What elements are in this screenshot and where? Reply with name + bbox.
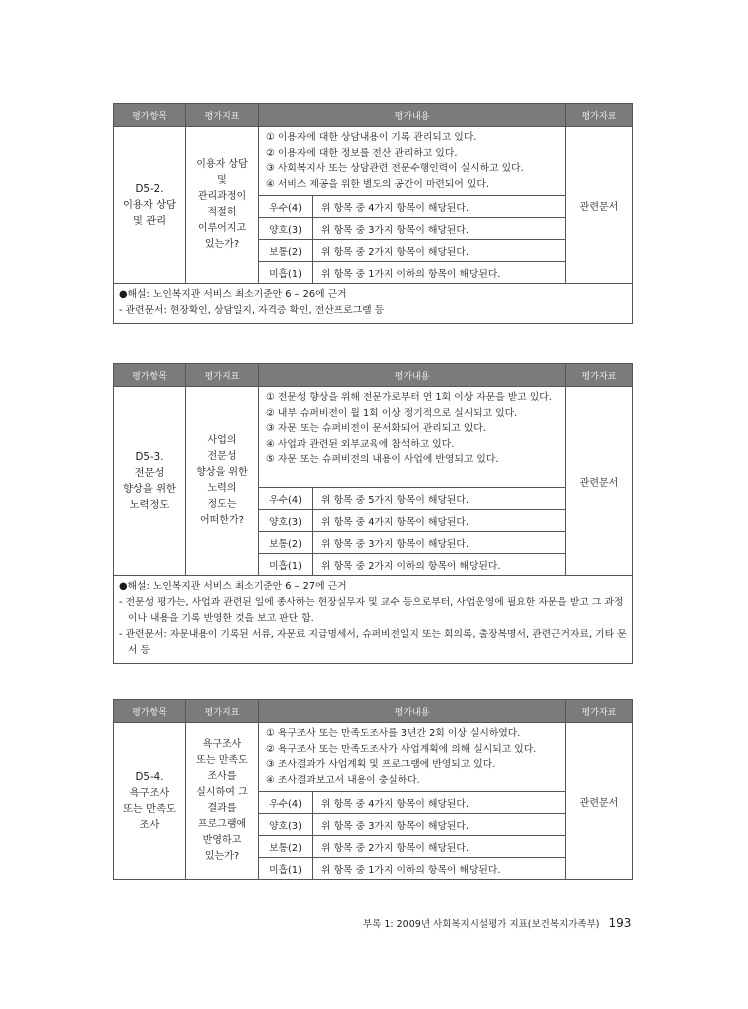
grade-text: 위 항목 중 1가지 이하의 항목이 해당된다.: [313, 262, 566, 284]
evaluation-content: ① 전문성 향상을 위해 전문가로부터 연 1회 이상 자문을 받고 있다. ② 내부 슈퍼비전이 월 1회 이상 정기적으로 실시되고 있다. ③ 자문 또는 슈퍼비전이 문서화되어 관리되고 있다. ④ 사업과 관련된 외부교육에 참석하고 있다. ⑤ 자문 또는 슈퍼비전의 내용이 사업에 반영되고 있다.: [259, 387, 566, 488]
page-number: 193: [608, 916, 632, 930]
header-indicator: 평가지표: [186, 104, 259, 127]
grade-label: 보통(2): [259, 240, 313, 262]
evaluation-table-d5-3: [113, 363, 633, 664]
grade-label: 양호(3): [259, 218, 313, 240]
grade-label: 보통(2): [259, 532, 313, 554]
header-material: 평가자료: [566, 104, 633, 127]
evaluation-content: ① 욕구조사 또는 만족도조사를 3년간 2회 이상 실시하였다. ② 욕구조사 또는 만족도조사가 사업계획에 의해 실시되고 있다. ③ 조사결과가 사업계획 및 프로그램에 반영되고 있다. ④ 조사결과보고서 내용이 충실하다.: [259, 723, 566, 792]
grade-label: 미흡(1): [259, 262, 313, 284]
evaluation-item: D5-4. 욕구조사 또는 만족도 조사: [114, 723, 186, 880]
grade-label: 우수(4): [259, 792, 313, 814]
grade-text: 위 항목 중 2가지 이하의 항목이 해당된다.: [313, 554, 566, 576]
grade-text: 위 항목 중 5가지 항목이 해당된다.: [313, 488, 566, 510]
evaluation-item: D5-3. 전문성 향상을 위한 노력정도: [114, 387, 186, 576]
grade-text: 위 항목 중 1가지 이하의 항목이 해당된다.: [313, 858, 566, 880]
evaluation-notes: ●해설: 노인복지관 서비스 최소기준안 6 – 26에 근거 - 관련문서: 현장확인, 상담일지, 자격증 확인, 전산프로그램 등: [114, 284, 633, 324]
grade-label: 양호(3): [259, 510, 313, 532]
notes-row: [114, 576, 633, 664]
grade-text: 위 항목 중 4가지 항목이 해당된다.: [313, 196, 566, 218]
grade-label: 미흡(1): [259, 858, 313, 880]
header-indicator: 평가지표: [186, 700, 259, 723]
header-indicator: 평가지표: [186, 364, 259, 387]
evaluation-notes: ●해설: 노인복지관 서비스 최소기준안 6 – 27에 근거 - 전문성 평가는, 사업과 관련된 일에 종사하는 현장실무자 및 교수 등으로부터, 사업운영에 필요한 자문을 받고 그 과정이나 내용을 기록 반영한 것을 보고 판단 함. - 관련문서: 자문내용이 기록된 서류, 자문료 지급명세서, 슈퍼비전일지 또는 회의록, 출장복명서, 관련근거자료, 기타 문서 등: [114, 576, 633, 664]
header-material: 평가자료: [566, 364, 633, 387]
grade-label: 우수(4): [259, 196, 313, 218]
header-material: 평가자료: [566, 700, 633, 723]
header-item: 평가항목: [114, 700, 186, 723]
evaluation-table-d5-4: [113, 699, 633, 880]
evaluation-indicator: 이용자 상담 및 관리과정이 적절히 이루어지고 있는가?: [186, 127, 259, 284]
grade-label: 미흡(1): [259, 554, 313, 576]
header-item: 평가항목: [114, 104, 186, 127]
evaluation-material: 관련문서: [566, 723, 633, 880]
grade-text: 위 항목 중 3가지 항목이 해당된다.: [313, 814, 566, 836]
grade-text: 위 항목 중 4가지 항목이 해당된다.: [313, 792, 566, 814]
evaluation-material: 관련문서: [566, 127, 633, 284]
grade-label: 보통(2): [259, 836, 313, 858]
evaluation-content: ① 이용자에 대한 상담내용이 기록 관리되고 있다. ② 이용자에 대한 정보를 전산 관리하고 있다. ③ 사회복지사 또는 상담관련 전문수행인력이 실시하고 있다. ④ 서비스 제공을 위한 별도의 공간이 마련되어 있다.: [259, 127, 566, 196]
table-header-row: [114, 104, 633, 127]
evaluation-indicator: 욕구조사 또는 만족도 조사를 실시하여 그 결과를 프로그램에 반영하고 있는가?: [186, 723, 259, 880]
grade-label: 양호(3): [259, 814, 313, 836]
header-item: 평가항목: [114, 364, 186, 387]
header-content: 평가내용: [259, 364, 566, 387]
grade-text: 위 항목 중 2가지 항목이 해당된다.: [313, 240, 566, 262]
table-header-row: [114, 700, 633, 723]
grade-text: 위 항목 중 3가지 항목이 해당된다.: [313, 532, 566, 554]
evaluation-item: D5-2. 이용자 상담 및 관리: [114, 127, 186, 284]
grade-label: 우수(4): [259, 488, 313, 510]
footer-text: 부록 1: 2009년 사회복지시설평가 지표(보건복지가족부): [363, 919, 600, 930]
table-header-row: [114, 364, 633, 387]
grade-text: 위 항목 중 3가지 항목이 해당된다.: [313, 218, 566, 240]
notes-row: [114, 284, 633, 324]
grade-text: 위 항목 중 4가지 항목이 해당된다.: [313, 510, 566, 532]
header-content: 평가내용: [259, 700, 566, 723]
page-footer: [363, 916, 631, 930]
evaluation-table-d5-2: [113, 103, 633, 324]
grade-text: 위 항목 중 2가지 항목이 해당된다.: [313, 836, 566, 858]
evaluation-material: 관련문서: [566, 387, 633, 576]
evaluation-indicator: 사업의 전문성 향상을 위한 노력의 정도는 어떠한가?: [186, 387, 259, 576]
header-content: 평가내용: [259, 104, 566, 127]
